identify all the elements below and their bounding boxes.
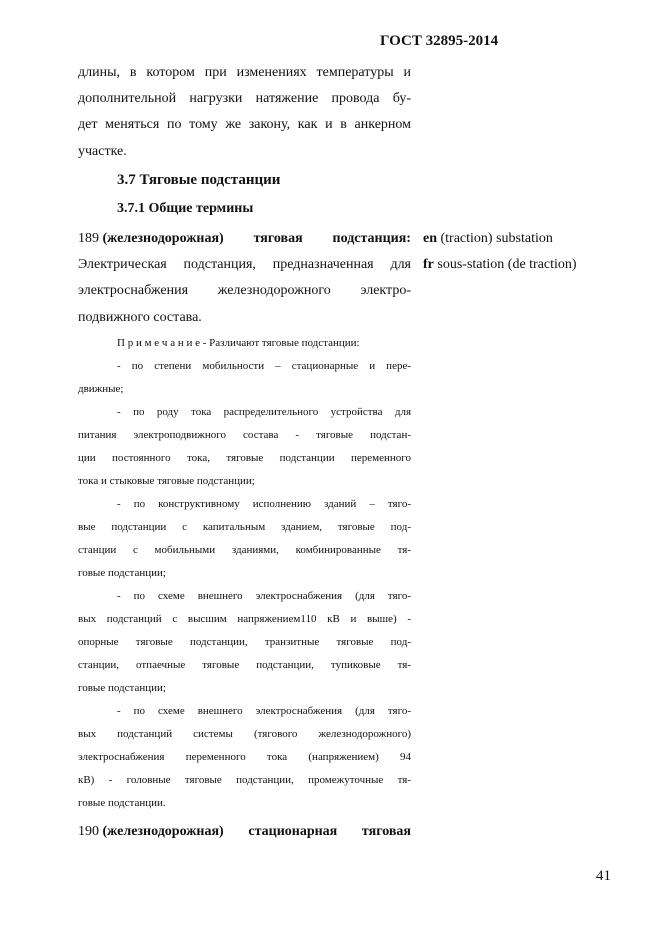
term-189-definition-line-1: Электрическая подстанция, предназначенная для — [78, 257, 411, 272]
note-line-11: - по схеме внешнего электроснабжения (для тяго- — [117, 590, 411, 602]
note-line-10: говые подстанции; — [78, 567, 166, 579]
note-line-14: станции, отпаечные тяговые подстанции, тупиковые тя- — [78, 659, 411, 671]
note-heading — [117, 332, 360, 355]
term-189-definition-line-3: подвижного состава. — [78, 310, 202, 325]
equivalent-text-en: (traction) substation — [440, 231, 553, 246]
note-label: П р и м е ч а н и е — [117, 337, 200, 349]
term-189-title-part-b: тяговая — [253, 231, 303, 246]
page-number: 41 — [596, 868, 611, 884]
term-189-equivalent-fr — [423, 252, 577, 278]
note-line-9: станции с мобильными зданиями, комбинированные тя- — [78, 544, 411, 556]
term-190-number: 190 — [78, 824, 99, 839]
term-190-title-part-a: 190 (железнодорожная) — [78, 824, 224, 839]
continuation-line-4: участке. — [78, 144, 127, 159]
note-line-5: ции постоянного тока, тяговые подстанции переменного — [78, 452, 411, 464]
note-line-6: тока и стыковые тяговые подстанции; — [78, 475, 255, 487]
note-line-18: электроснабжения переменного тока (напряжением) 94 — [78, 751, 411, 763]
note-line-7: - по конструктивному исполнению зданий – тяго- — [117, 498, 411, 510]
note-line-20: говые подстанции. — [78, 797, 166, 809]
subsection-heading: 3.7.1 Общие термины — [117, 201, 254, 216]
term-189-title-part-a: 189 (железнодорожная) — [78, 231, 224, 246]
note-line-3: - по роду тока распределительного устройства для — [117, 406, 411, 418]
note-line-1: - по степени мобильности – стационарные и пере- — [117, 360, 411, 372]
term-189-title — [78, 226, 411, 252]
continuation-line-2: дополнительной нагрузки натяжение провода бу- — [78, 91, 411, 106]
note-line-2: движные; — [78, 383, 124, 395]
term-190-title-part-c: тяговая — [361, 824, 411, 839]
equivalent-lang-en: en — [423, 231, 437, 246]
continuation-line-3: дет меняться по тому же закону, как и в анкерном — [78, 117, 411, 132]
term-190-title-part-b: стационарная — [248, 824, 338, 839]
note-line-13: опорные тяговые подстанции, транзитные тяговые под- — [78, 636, 411, 648]
note-line-4: питания электроподвижного состава - тяговые подстан- — [78, 429, 411, 441]
section-heading: 3.7 Тяговые подстанции — [117, 172, 281, 188]
note-line-17: вых подстанций системы (тягового железнодорожного) — [78, 728, 411, 740]
note-line-15: говые подстанции; — [78, 682, 166, 694]
note-line-16: - по схеме внешнего электроснабжения (для тяго- — [117, 705, 411, 717]
term-189-definition-line-2: электроснабжения железнодорожного электро- — [78, 283, 411, 298]
term-189-number: 189 — [78, 231, 99, 246]
term-189-title-part-c: подстанция: — [332, 231, 411, 246]
note-line-19: кВ) - головные тяговые подстанции, промежуточные тя- — [78, 774, 411, 786]
term-190-title — [78, 819, 411, 845]
term-189-equivalent-en — [423, 226, 553, 252]
equivalent-text-fr: sous-station (de traction) — [437, 257, 577, 272]
note-line-8: вые подстанции с капитальным зданием, тяговые под- — [78, 521, 411, 533]
document-standard-code: ГОСТ 32895-2014 — [380, 33, 499, 49]
equivalent-lang-fr: fr — [423, 257, 434, 272]
note-line-12: вых подстанций с высшим напряжением110 кВ и выше) - — [78, 613, 411, 625]
continuation-line-1: длины, в котором при изменениях температуры и — [78, 65, 411, 80]
note-intro: - Различают тяговые подстанции: — [200, 337, 360, 349]
